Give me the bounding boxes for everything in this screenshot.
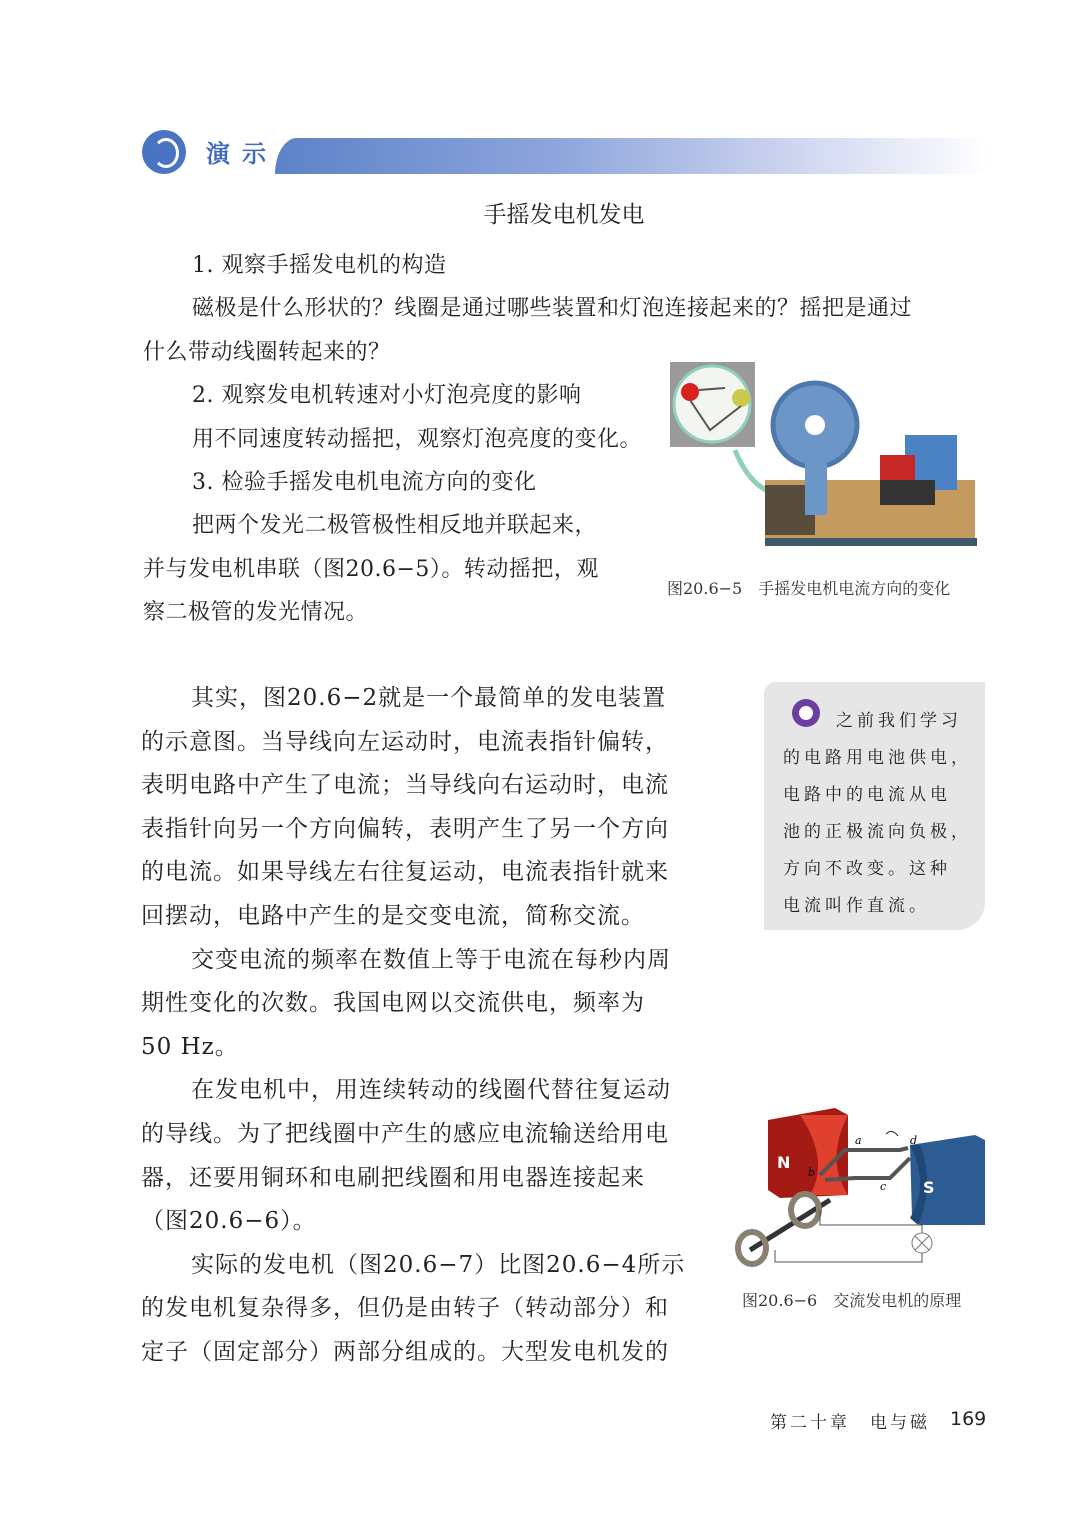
text-line: 实际的发电机（图20.6−7）比图20.6−4所示 [191,1251,686,1278]
label-d: d [910,1134,918,1147]
text-line: 表明电路中产生了电流；当导线向右运动时，电流 [141,772,669,799]
side-note [764,682,985,930]
text-line: 交变电流的频率在数值上等于电流在每秒内周 [191,946,671,973]
figure-caption-20-6-6: 图20.6−6 交流发电机的原理 [742,1291,962,1310]
page-number: 169 [950,1408,987,1430]
generator-photo [665,360,985,560]
text-line: 期性变化的次数。我国电网以交流供电，频率为 [141,990,645,1017]
text-line: 50 Hz。 [141,1033,239,1060]
text-line: 1. 观察手摇发电机的构造 [192,253,447,278]
label-b: b [808,1166,816,1179]
text-line: 察二极管的发光情况。 [143,600,369,626]
text-line: 2. 观察发电机转速对小灯泡亮度的影响 [192,383,582,409]
banner-gradient-bar [275,138,990,174]
text-line: 其实，图20.6−2就是一个最简单的发电装置 [191,685,667,711]
north-pole-label: N [777,1153,791,1172]
note-line: 电路中的电流从电 [783,785,951,805]
text-line: 磁极是什么形状的？线圈是通过哪些装置和灯泡连接起来的？摇把是通过 [192,296,913,322]
text-line: （图20.6−6）。 [141,1208,317,1235]
figure-caption-20-6-5: 图20.6−5 手摇发电机电流方向的变化 [667,579,951,598]
text-line: 在发电机中，用连续转动的线圈代替往复运动 [191,1077,671,1104]
note-line: 方向不改变。这种 [783,859,951,879]
label-a: a [855,1134,862,1147]
text-line: 的示意图。当导线向左运动时，电流表指针偏转， [141,728,669,755]
banner-label: 演示 [206,140,278,168]
text-line: 定子（固定部分）两部分组成的。大型发电机发的 [141,1339,669,1365]
note-line: 池的正极流向负极， [783,822,972,842]
text-line: 表指针向另一个方向偏转，表明产生了另一个方向 [141,815,669,842]
text-line: 用不同速度转动摇把，观察灯泡亮度的变化。 [192,426,643,452]
label-c: c [880,1180,887,1193]
note-icon [792,699,820,727]
demo-title: 手摇发电机发电 [483,202,645,228]
note-line: 的电路用电池供电， [783,748,972,768]
text-line: 把两个发光二极管极性相反地并联起来， [192,513,598,539]
text-line: 器，还要用铜环和电刷把线圈和用电器连接起来 [141,1164,645,1191]
text-line: 什么带动线圈转起来的？ [143,339,391,365]
demo-icon [142,130,186,174]
ac-generator-diagram [730,1100,1000,1280]
rotation-arrow-icon [886,1131,898,1136]
text-line: 回摆动，电路中产生的是交变电流，简称交流。 [141,903,645,929]
text-line: 的导线。为了把线圈中产生的感应电流输送给用电 [141,1121,669,1147]
text-line: 的发电机复杂得多，但仍是由转子（转动部分）和 [141,1295,669,1322]
text-line: 并与发电机串联（图20.6−5）。转动摇把，观 [143,556,599,582]
demo-banner [140,130,990,178]
text-line: 的电流。如果导线左右往复运动，电流表指针就来 [141,859,669,886]
note-line: 之前我们学习 [836,711,962,731]
south-pole-label: S [923,1178,935,1197]
note-line: 电流叫作直流。 [783,896,930,916]
text-line: 3. 检验手摇发电机电流方向的变化 [192,470,537,495]
chapter-title: 第二十章 电与磁 [770,1413,930,1433]
